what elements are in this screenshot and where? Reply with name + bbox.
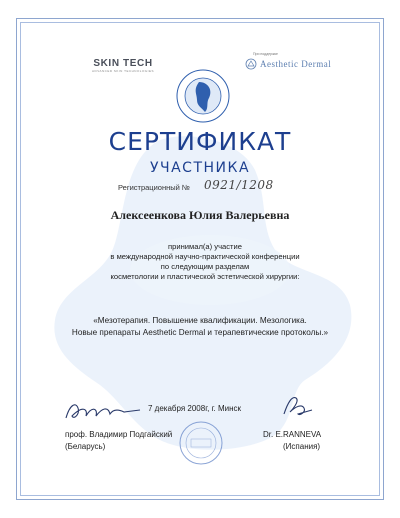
left-signatory-country: (Беларусь) bbox=[65, 442, 106, 451]
registration-number: 0921/1208 bbox=[204, 178, 274, 192]
topic-line: «Мезотерапия. Повышение квалификации. Мезологика. bbox=[93, 316, 307, 325]
topic-line: Новые препараты Aesthetic Dermal и терапевтические протоколы.» bbox=[71, 327, 329, 337]
official-stamp bbox=[178, 420, 224, 466]
aesthetic-dermal-logo bbox=[245, 52, 345, 70]
date-place: 7 декабря 2008г, г. Минск bbox=[148, 404, 242, 413]
body-line: косметологии и пластической эстетической хирургии: bbox=[110, 272, 300, 281]
right-logo-brand: Aesthetic Dermal bbox=[260, 59, 332, 69]
participant-name: Алексеенкова Юлия Валерьевна bbox=[110, 208, 290, 222]
society-emblem-icon bbox=[175, 68, 231, 124]
registration-label: Регистрационный № bbox=[118, 183, 190, 192]
body-line: в международной научно-практической конференции bbox=[110, 252, 300, 261]
left-signature bbox=[62, 398, 142, 424]
certificate-subtitle: УЧАСТНИКА bbox=[149, 160, 251, 176]
right-signatory bbox=[263, 429, 343, 453]
aesthetic-dermal-mark-icon bbox=[245, 58, 257, 70]
right-signatory-country: (Испания) bbox=[283, 442, 321, 451]
right-logo-caption: При поддержке bbox=[253, 52, 278, 56]
left-logo-tagline: ADVANCED SKIN TECHNOLOGIES bbox=[92, 69, 154, 73]
left-signatory-name: проф. Владимир Подгайский bbox=[65, 430, 173, 439]
left-logo-brand: SKIN TECH bbox=[93, 58, 153, 69]
right-signatory-name: Dr. E.RANNEVA bbox=[263, 430, 322, 439]
body-line: по следующим разделам bbox=[160, 262, 250, 271]
right-signature bbox=[278, 392, 318, 420]
left-signatory bbox=[65, 429, 172, 453]
skintech-logo bbox=[78, 52, 168, 73]
participation-text bbox=[60, 242, 350, 282]
certificate-title: СЕРТИФИКАТ bbox=[108, 127, 292, 156]
conference-topics bbox=[50, 315, 350, 338]
body-line: принимал(а) участие bbox=[168, 242, 242, 251]
